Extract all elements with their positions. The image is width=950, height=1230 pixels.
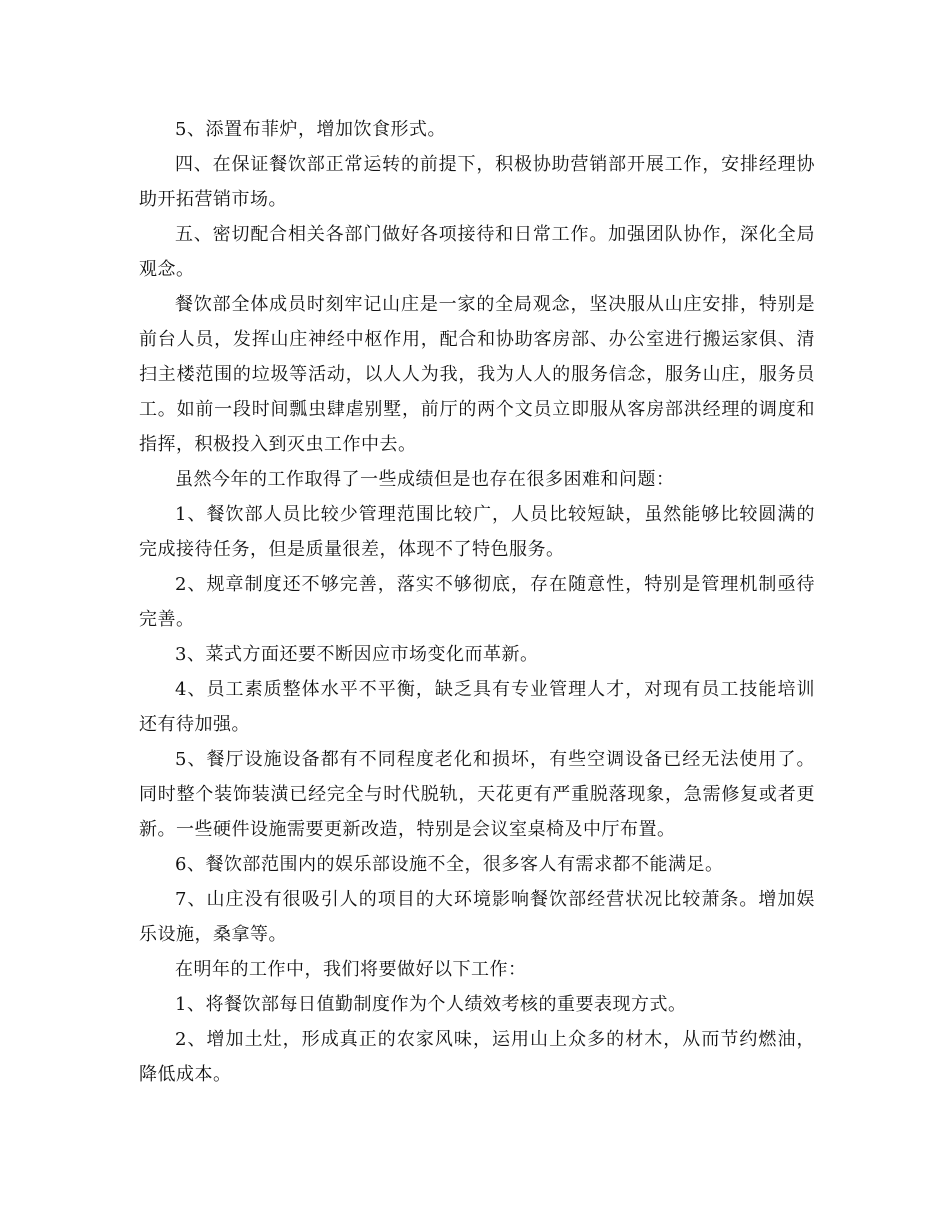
paragraph: 1、将餐饮部每日值勤制度作为个人绩效考核的重要表现方式。 bbox=[175, 994, 687, 1015]
paragraph: 4、员工素质整体水平不平衡，缺乏具有专业管理人才，对现有员工技能培训还有待加强。 bbox=[139, 679, 815, 735]
paragraph: 1、餐饮部人员比较少管理范围比较广，人员比较短缺，虽然能够比较圆满的完成接待任务，但是质量很差，体现不了特色服务。 bbox=[139, 504, 815, 560]
paragraph: 7、山庄没有很吸引人的项目的大环境影响餐饮部经营状况比较萧条。增加娱乐设施，桑拿等。 bbox=[139, 889, 815, 945]
paragraph: 5、添置布菲炉，增加饮食形式。 bbox=[175, 119, 446, 140]
paragraph: 3、菜式方面还要不断因应市场变化而革新。 bbox=[175, 644, 539, 665]
paragraph: 2、规章制度还不够完善，落实不够彻底，存在随意性，特别是管理机制亟待完善。 bbox=[139, 574, 815, 630]
paragraph: 四、在保证餐饮部正常运转的前提下，积极协助营销部开展工作，安排经理协助开拓营销市场。 bbox=[139, 154, 815, 210]
paragraph: 5、餐厅设施设备都有不同程度老化和损坏，有些空调设备已经无法使用了。同时整个装饰装潢已经完全与时代脱轨，天花更有严重脱落现象，急需修复或者更新。一些硬件设施需要更新改造，特别是会议室桌椅及中厅布置。 bbox=[139, 749, 815, 840]
paragraph: 餐饮部全体成员时刻牢记山庄是一家的全局观念，坚决服从山庄安排，特别是前台人员，发挥山庄神经中枢作用，配合和协助客房部、办公室进行搬运家俱、清扫主楼范围的垃圾等活动，以人人为我，我为人人的服务信念，服务山庄，服务员工。如前一段时间瓢虫肆虐别墅，前厅的两个文员立即服从客房部洪经理的调度和指挥，积极投入到灭虫工作中去。 bbox=[139, 294, 815, 455]
paragraph: 虽然今年的工作取得了一些成绩但是也存在很多困难和问题： bbox=[175, 469, 675, 490]
document-body bbox=[139, 112, 815, 1092]
paragraph: 在明年的工作中，我们将要做好以下工作： bbox=[175, 959, 527, 980]
paragraph: 2、增加土灶，形成真正的农家风味，运用山上众多的材木，从而节约燃油，降低成本。 bbox=[139, 1029, 815, 1085]
paragraph: 6、餐饮部范围内的娱乐部设施不全，很多客人有需求都不能满足。 bbox=[175, 854, 724, 875]
paragraph: 五、密切配合相关各部门做好各项接待和日常工作。加强团队协作，深化全局观念。 bbox=[139, 224, 815, 280]
